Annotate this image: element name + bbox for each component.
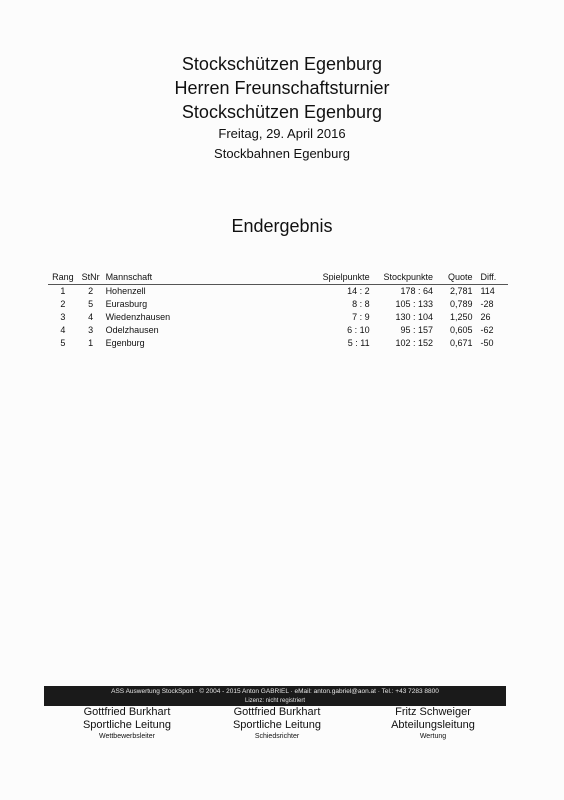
table-header-row: [48, 272, 508, 285]
cell-diff: -50: [480, 338, 494, 348]
column-header-quote: Quote: [435, 272, 474, 285]
cell-rang: 2: [60, 299, 66, 309]
signature-name: Gottfried Burkhart: [233, 706, 321, 718]
cell-rang: 3: [60, 312, 66, 322]
footer-credit: ASS Auswertung StockSport · © 2004 - 2015 Anton GABRIEL · eMail: anton.gabriel@aon.at · Tel.: +43 7283 8800: [111, 688, 439, 695]
column-header-diff: Diff.: [474, 272, 508, 285]
table-row: [48, 298, 508, 311]
cell-diff: -28: [480, 299, 494, 309]
cell-diff: 114: [480, 286, 495, 296]
cell-stockpunkte: 105 : 133: [395, 299, 434, 309]
cell-diff: -62: [480, 325, 494, 335]
event-date: Freitag, 29. April 2016: [218, 126, 346, 141]
cell-rang: 1: [60, 286, 66, 296]
cell-rang: 4: [60, 325, 66, 335]
signature-role: Sportliche Leitung: [232, 719, 322, 731]
table-row: [48, 285, 508, 299]
cell-spielpunkte: 6 : 10: [347, 325, 370, 335]
signature-role: Abteilungsleitung: [391, 719, 475, 731]
cell-spielpunkte: 14 : 2: [347, 286, 370, 296]
column-header-spielpunkte: Spielpunkte: [291, 272, 371, 285]
signature-name: Gottfried Burkhart: [83, 706, 171, 718]
column-header-stnr: StNr: [78, 272, 104, 285]
cell-stockpunkte: 130 : 104: [395, 312, 434, 322]
cell-quote: 0,605: [449, 325, 473, 335]
footer-license: Lizenz: nicht registriert: [244, 698, 306, 704]
cell-spielpunkte: 8 : 8: [352, 299, 370, 309]
signature-name: Fritz Schweiger: [395, 706, 471, 718]
cell-spielpunkte: 7 : 9: [352, 312, 370, 322]
cell-stnr: 3: [88, 325, 94, 335]
cell-team: Egenburg: [105, 338, 145, 348]
event-name: Herren Freunschaftsturnier: [174, 78, 390, 98]
cell-stnr: 1: [88, 338, 94, 348]
table-row: [48, 324, 508, 337]
cell-quote: 0,671: [449, 338, 473, 348]
cell-rang: 5: [60, 338, 66, 348]
column-header-mannschaft: Mannschaft: [104, 272, 292, 285]
document-header: [0, 52, 564, 164]
signature-function: Schiedsrichter: [254, 733, 300, 740]
signature-block-wertung: [368, 706, 498, 742]
cell-stockpunkte: 102 : 152: [395, 338, 434, 348]
signature-function: Wertung: [419, 733, 447, 740]
cell-team: Wiedenzhausen: [105, 312, 171, 322]
cell-quote: 0,789: [449, 299, 473, 309]
cell-spielpunkte: 5 : 11: [347, 338, 370, 348]
signature-role: Sportliche Leitung: [82, 719, 172, 731]
cell-team: Odelzhausen: [105, 325, 159, 335]
club-name: Stockschützen Egenburg: [181, 54, 383, 74]
cell-stnr: 2: [88, 286, 94, 296]
cell-stnr: 5: [88, 299, 94, 309]
cell-quote: 1,250: [449, 312, 473, 322]
column-header-stockpunkte: Stockpunkte: [372, 272, 435, 285]
cell-stockpunkte: 95 : 157: [400, 325, 434, 335]
cell-diff: 26: [480, 312, 491, 322]
cell-quote: 2,781: [449, 286, 473, 296]
signature-block-wettbewerbsleiter: [62, 706, 192, 742]
software-footer-bar: [44, 686, 506, 706]
cell-stockpunkte: 178 : 64: [400, 286, 434, 296]
signature-block-schiedsrichter: [212, 706, 342, 742]
table-row: [48, 337, 508, 350]
table-row: [48, 311, 508, 324]
cell-stnr: 4: [88, 312, 94, 322]
host-name: Stockschützen Egenburg: [181, 102, 383, 122]
result-title: Endergebnis: [231, 216, 333, 236]
column-header-rang: Rang: [48, 272, 78, 285]
cell-team: Hohenzell: [105, 286, 146, 296]
cell-team: Eurasburg: [105, 299, 148, 309]
signature-function: Wettbewerbsleiter: [99, 733, 155, 740]
event-venue: Stockbahnen Egenburg: [214, 146, 350, 161]
results-table: [48, 272, 508, 350]
